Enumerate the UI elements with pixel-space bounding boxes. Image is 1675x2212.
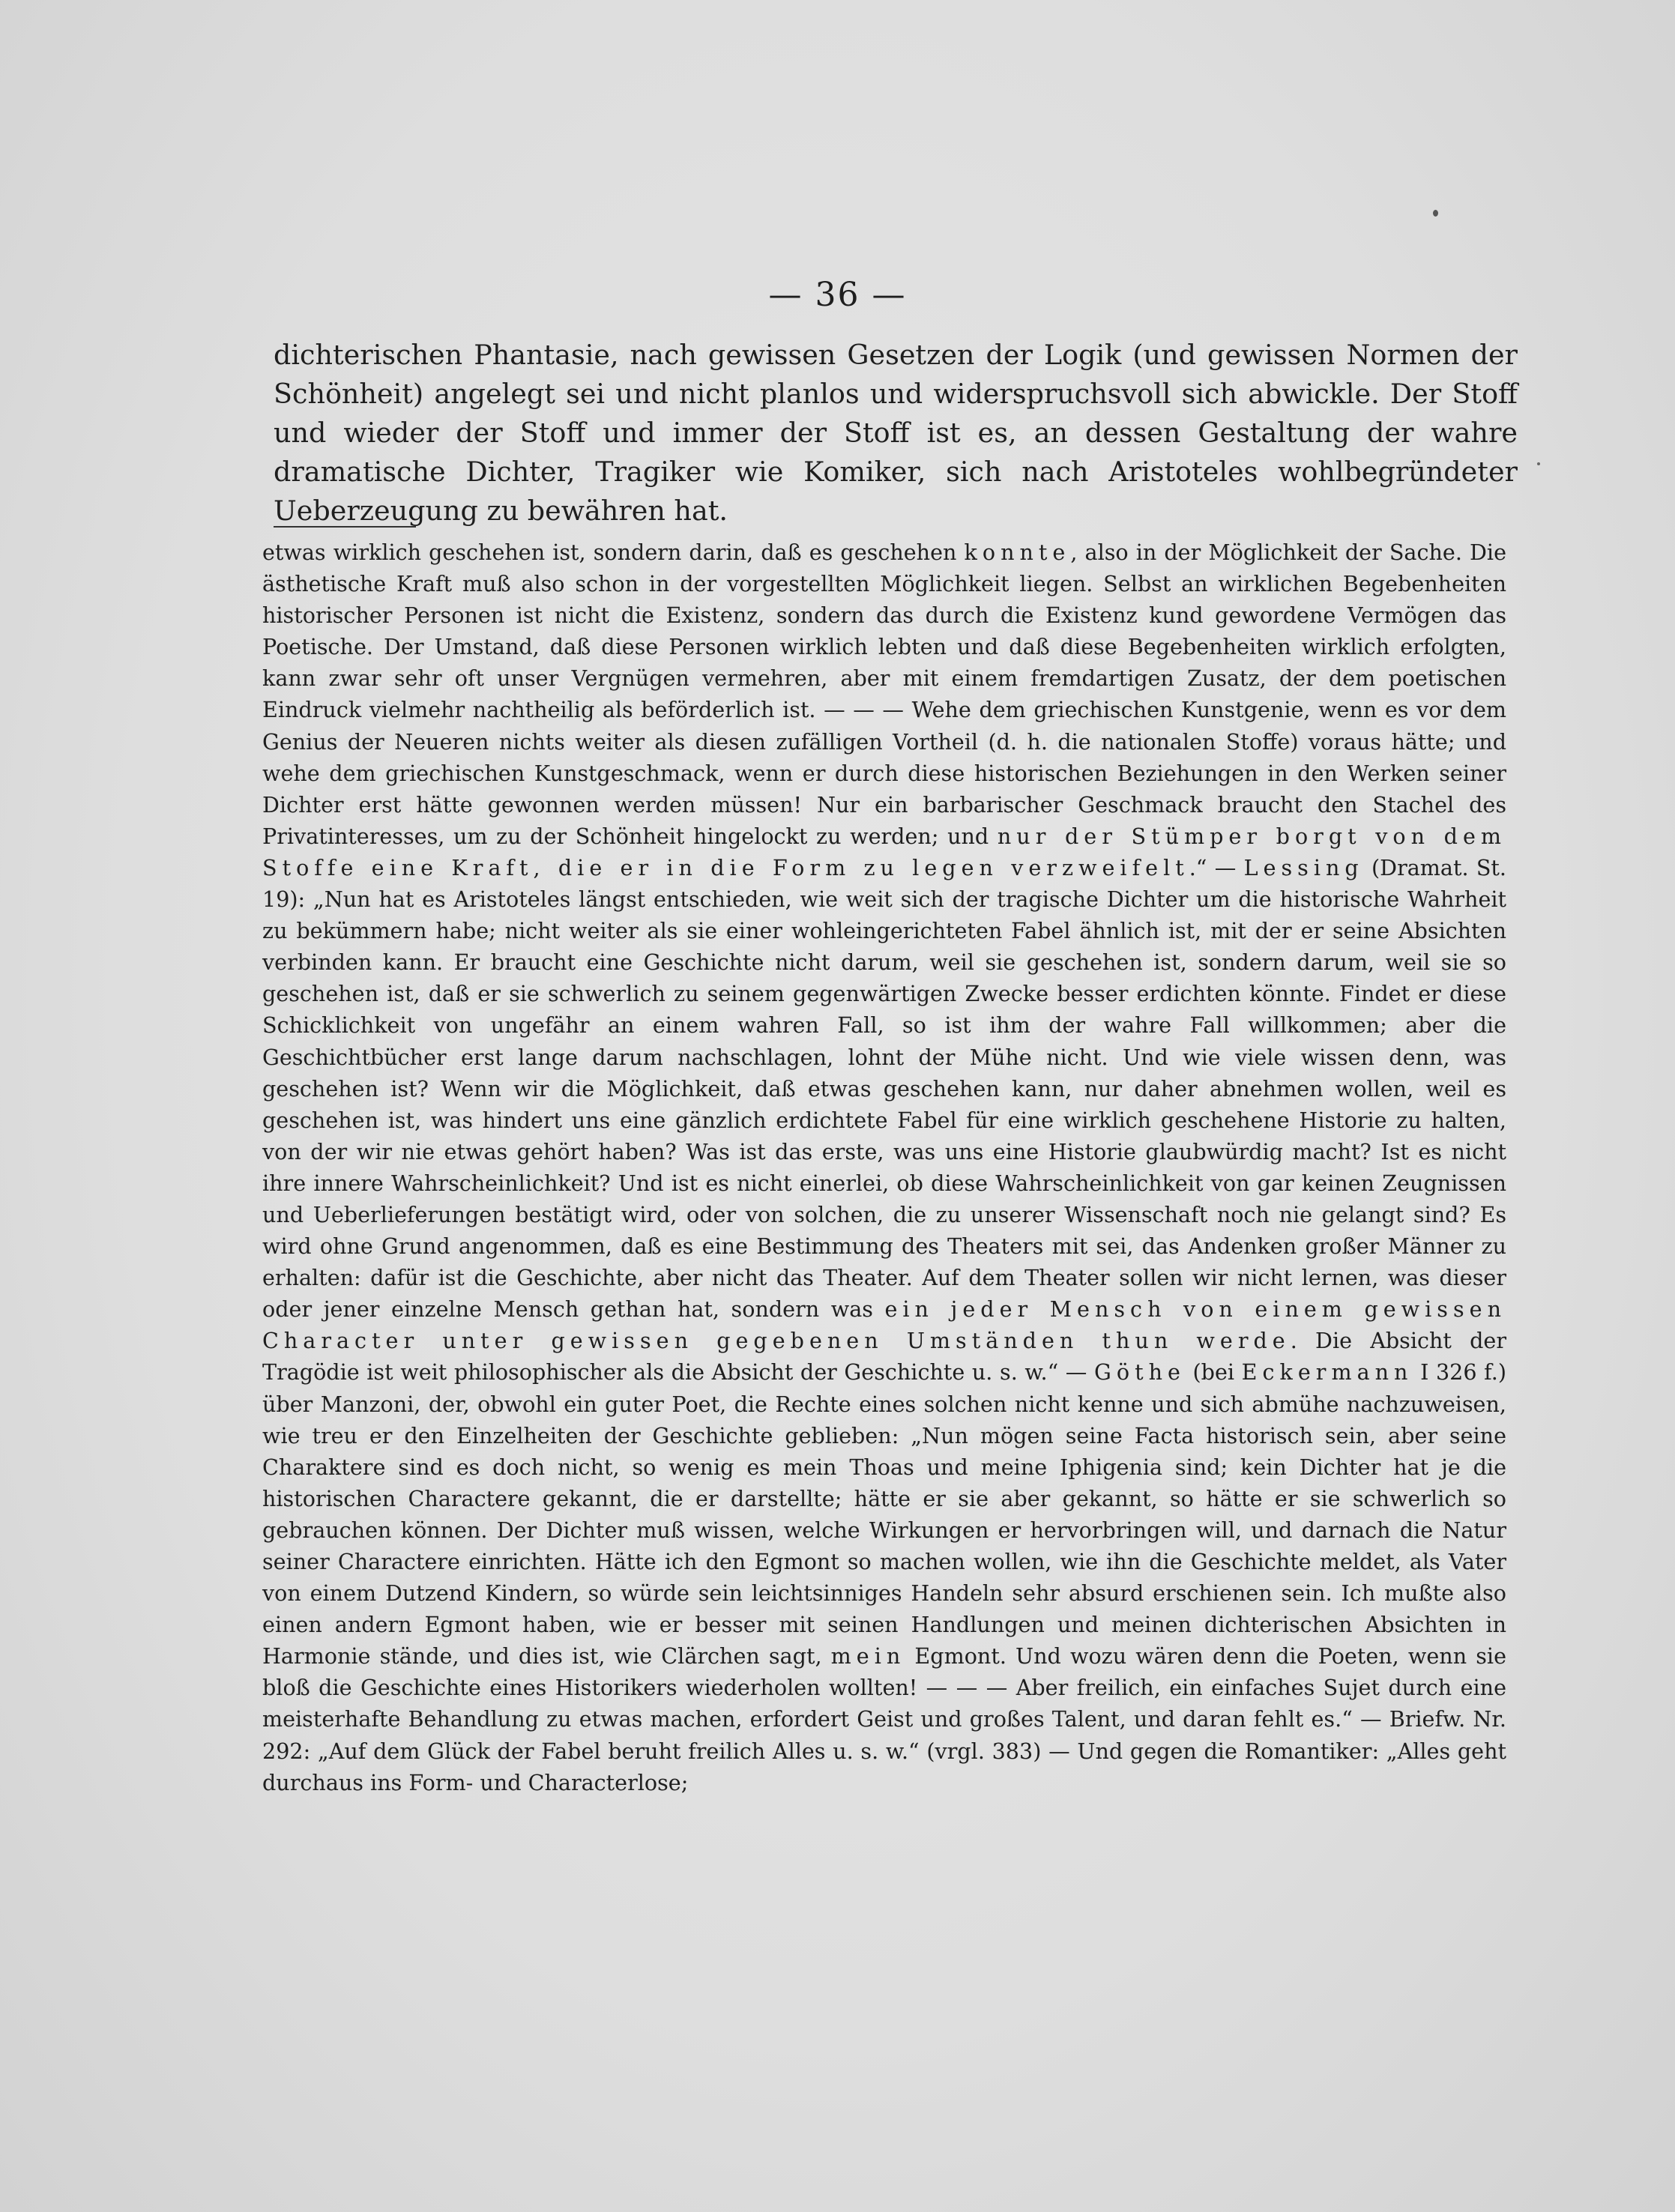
footnote-text: I 326 f.) über Manzoni, der, obwohl ein guter Poet, die Rechte eines solchen nicht kenne und sich abmühe nachzuweisen, wie treu er den Einzelheiten der Geschichte geblieben: „Nun mögen seine Facta historisch sein, aber seine Charaktere sind es doch nicht, so wenig es mein Thoas und meine Iphigenia sind; kein Dichter hat je die historischen Charactere gekannt, die er darstellte; hätte er sie aber gekannt, so hätte er sie schwerlich so gebrauchen können. Der Dichter muß wissen, welche Wirkungen er hervorbringen will, und darnach die Natur seiner Charactere einrichten. Hätte ich den Egmont so machen wollen, wie ihn die Geschichte meldet, als Vater von einem Dutzend Kindern, so würde sein leichtsinniges Handeln sehr absurd erschienen sein. Ich mußte also einen andern Egmont haben, wie er besser mit seinen Handlungen und meinen dichterischen Absichten in Harmonie stände, und dies ist, wie Clärchen sagt, [262,1359,1506,1669]
footnote-text: , also in der Möglichkeit der Sache. Die ästhetische Kraft muß also schon in der vorgestellten Möglichkeit liegen. Selbst an wirklichen Begebenheiten historischer Personen ist nicht die Existenz, sondern das durch die Existenz kund gewordene Vermögen das Poetische. Der Umstand, daß diese Personen wirklich lebten und daß diese Begebenheiten wirklich erfolgten, kann zwar sehr oft unser Vergnügen vermehren, aber mit einem fremdartigen Zusatz, der dem poetischen Eindruck vielmehr nachtheilig als beförderlich ist. — — — Wehe dem griechischen Kunstgenie, wenn es vor dem Genius der Neueren nichts weiter als diesen zufälligen Vortheil (d. h. die nationalen Stoffe) voraus hätte; und wehe dem griechischen Kunstgeschmack, wenn er durch diese historischen Beziehungen in den Werken seiner Dichter erst hätte gewonnen werden müssen! Nur ein barbarischer Geschmack braucht den Stachel des Privatinteresses, um zu der Schönheit hingelockt zu werden; und [262,540,1506,849]
footnote-text: .“ — [1189,854,1244,880]
page-number: — 36 — [768,276,907,314]
main-paragraph: dichterischen Phantasie, nach gewissen Gesetzen der Logik (und gewissen Normen der Schönheit) angelegt sei und nicht planlos und widerspruchsvoll sich abwickle. Der Stoff und wieder der Stoff und immer der Stoff ist es, an dessen Gestaltung der wahre dramatische Dichter, Tragiker wie Komiker, sich nach Aristoteles wohlbegründeter Ueberzeugung zu bewähren hat. [274,339,1518,527]
footnote-paragraph [262,537,1506,1798]
author-name: Lessing [1243,854,1364,880]
footnote-text: etwas wirklich geschehen ist, sondern darin, daß es geschehen [262,540,965,565]
footnote-text: (bei [1185,1359,1242,1385]
footnote-text: (Dramat. St. 19): „Nun hat es Aristoteles längst entschieden, wie weit sich der tragische Dichter um die historische Wahrheit zu bekümmern habe; nicht weiter als sie einer wohleingerichteten Fabel ähnlich ist, mit der er seine Absichten verbinden kann. Er braucht eine Geschichte nicht darum, weil sie geschehen ist, sondern darum, weil sie so geschehen ist, daß er sie schwerlich zu seinem gegenwärtigen Zwecke besser erdichten könnte. Findet er diese Schicklichkeit von ungefähr an einem wahren Fall, so ist ihm der wahre Fall willkommen; aber die Geschichtbücher erst lange darum nachschlagen, lohnt der Mühe nicht. Und wie viele wissen denn, was geschehen ist? Wenn wir die Möglichkeit, daß etwas geschehen kann, nur daher abnehmen wollen, weil es geschehen ist, was hindert uns eine gänzlich erdichtete Fabel für eine wirklich geschehene Historie zu halten, von der wir nie etwas gehört haben? Was ist das erste, was uns eine Historie glaubwürdig macht? Ist es nicht ihre innere Wahrscheinlichkeit? Und ist es nicht einerlei, ob diese Wahrscheinlichkeit von gar keinen Zeugnissen und Ueberlieferungen bestätigt wird, oder von solchen, die zu unserer Wissenschaft noch nie gelangt sind? Es wird ohne Grund angenommen, daß es eine Bestimmung des Theaters mit sei, das Andenken großer Männer zu erhalten: dafür ist die Geschichte, aber nicht das Theater. Auf dem Theater sollen wir nicht lernen, was dieser oder jener einzelne Mensch gethan hat, sondern was [262,854,1506,1323]
footnote-text: . Die Absicht der Tragödie ist weit philosophischer als die Absicht der Geschichte u. s. w.“ — [262,1328,1506,1385]
footnote-text: Egmont. Und wozu wären denn die Poeten, wenn sie bloß die Geschichte eines Historikers wiederholen wollten! — — — Aber freilich, ein einfaches Sujet durch eine meisterhafte Behandlung zu etwas machen, erfordert Geist und großes Talent, und daran fehlt es.“ — Briefw. Nr. 292: „Auf dem Glück der Fabel beruht freilich Alles u. s. w.“ (vrgl. 383) — Und gegen die Romantiker: „Alles geht durchaus ins Form- und Characterlose; [262,1643,1506,1795]
dust-speck [1433,210,1438,217]
emphasis-text: mein [830,1643,906,1669]
emphasis-text: ein jeder Mensch von einem gewissen Character unter gewissen gegebenen Umständen thun werde [262,1296,1506,1354]
author-name: Göthe [1094,1359,1186,1385]
emphasis-text: nur der Stümper borgt von dem Stoffe eine Kraft, die er in die Form zu legen verzweifelt [262,823,1506,880]
emphasis-text: konnte [964,540,1071,565]
dust-speck [1537,462,1540,465]
footnote-divider [274,526,416,528]
author-name: Eckermann [1241,1359,1413,1385]
